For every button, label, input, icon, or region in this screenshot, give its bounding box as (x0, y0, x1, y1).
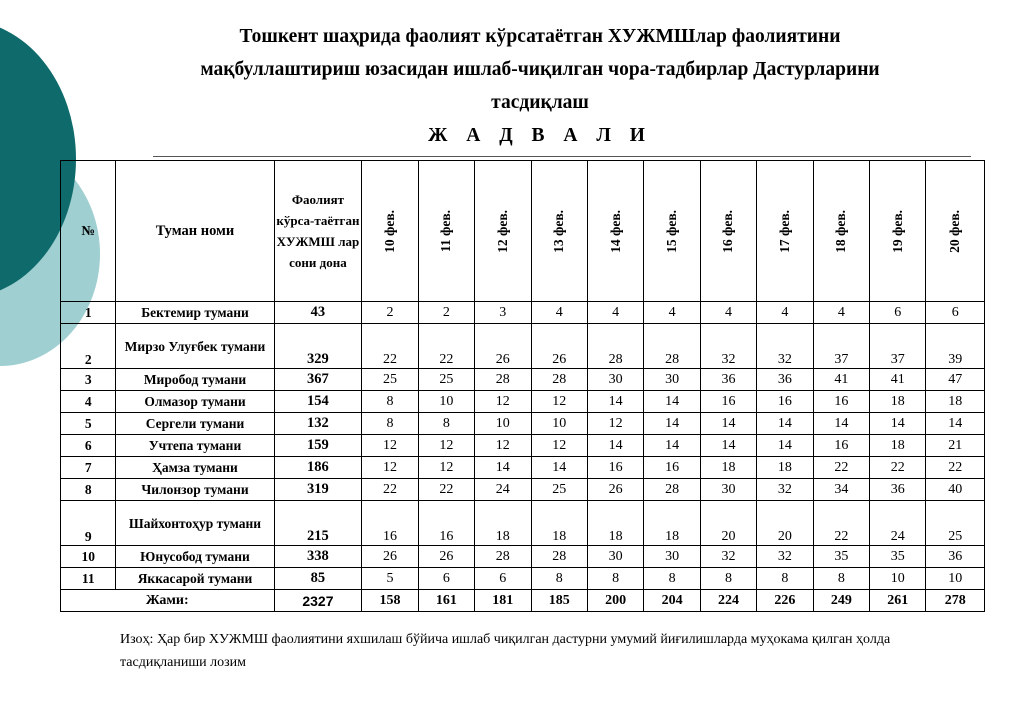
daily-value: 16 (362, 501, 418, 546)
daily-value: 6 (870, 302, 926, 324)
header-date (587, 161, 643, 302)
daily-value: 8 (418, 413, 474, 435)
daily-value: 20 (757, 501, 813, 546)
enterprise-count: 132 (274, 413, 362, 435)
daily-value: 32 (700, 546, 756, 568)
daily-value: 37 (813, 324, 869, 369)
daily-value: 35 (870, 546, 926, 568)
daily-value: 26 (531, 324, 587, 369)
daily-value: 39 (926, 324, 985, 369)
daily-value: 36 (700, 369, 756, 391)
table-row (61, 435, 985, 457)
table-row (61, 501, 985, 546)
data-table (60, 160, 985, 612)
daily-value: 14 (757, 435, 813, 457)
row-number: 7 (61, 457, 116, 479)
daily-value: 28 (531, 369, 587, 391)
district-name: Ҳамза тумани (116, 457, 274, 479)
header-date (418, 161, 474, 302)
daily-value: 28 (475, 546, 531, 568)
daily-value: 14 (926, 413, 985, 435)
total-value: 181 (475, 590, 531, 612)
daily-value: 16 (813, 391, 869, 413)
daily-value: 47 (926, 369, 985, 391)
table-row (61, 457, 985, 479)
title-line-1: Тошкент шаҳрида фаолият кўрсатаётган ХУЖМШлар фаолиятини (239, 26, 841, 47)
row-number: 4 (61, 391, 116, 413)
daily-value: 14 (475, 457, 531, 479)
daily-value: 8 (644, 568, 700, 590)
total-value: 249 (813, 590, 869, 612)
row-number: 10 (61, 546, 116, 568)
daily-value: 18 (926, 391, 985, 413)
daily-value: 16 (644, 457, 700, 479)
daily-value: 8 (700, 568, 756, 590)
daily-value: 32 (757, 324, 813, 369)
daily-value: 36 (757, 369, 813, 391)
header-date (362, 161, 418, 302)
daily-value: 14 (644, 435, 700, 457)
daily-value: 22 (418, 324, 474, 369)
daily-value: 24 (870, 501, 926, 546)
daily-value: 18 (757, 457, 813, 479)
enterprise-count: 186 (274, 457, 362, 479)
daily-value: 36 (926, 546, 985, 568)
daily-value: 14 (587, 435, 643, 457)
enterprise-count: 338 (274, 546, 362, 568)
row-number: 5 (61, 413, 116, 435)
header-date (644, 161, 700, 302)
daily-value: 12 (531, 391, 587, 413)
header-date (700, 161, 756, 302)
daily-value: 18 (700, 457, 756, 479)
daily-value: 4 (644, 302, 700, 324)
daily-value: 14 (757, 413, 813, 435)
daily-value: 25 (926, 501, 985, 546)
daily-value: 16 (418, 501, 474, 546)
daily-value: 14 (587, 391, 643, 413)
daily-value: 41 (813, 369, 869, 391)
row-number: 2 (61, 324, 116, 369)
district-name: Сергели тумани (116, 413, 274, 435)
daily-value: 25 (362, 369, 418, 391)
table-row (61, 546, 985, 568)
daily-value: 25 (418, 369, 474, 391)
daily-value: 4 (700, 302, 756, 324)
daily-value: 14 (644, 391, 700, 413)
header-district-name: Туман номи (116, 161, 274, 302)
district-name: Юнусобод тумани (116, 546, 274, 568)
daily-value: 8 (362, 391, 418, 413)
daily-value: 18 (870, 391, 926, 413)
daily-value: 12 (475, 391, 531, 413)
daily-value: 16 (813, 435, 869, 457)
table-row (61, 324, 985, 369)
total-value: 261 (870, 590, 926, 612)
daily-value: 22 (926, 457, 985, 479)
total-value: 278 (926, 590, 985, 612)
table-row (61, 302, 985, 324)
daily-value: 22 (813, 457, 869, 479)
header-date (475, 161, 531, 302)
daily-value: 36 (870, 479, 926, 501)
district-name: Шайхонтоҳур тумани (116, 501, 274, 546)
daily-value: 28 (475, 369, 531, 391)
daily-value: 41 (870, 369, 926, 391)
table-row (61, 369, 985, 391)
header-date-label: 10 фев. (381, 209, 397, 253)
daily-value: 24 (475, 479, 531, 501)
document-title (90, 20, 990, 152)
daily-value: 12 (418, 435, 474, 457)
enterprise-count: 43 (274, 302, 362, 324)
header-date (813, 161, 869, 302)
daily-value: 28 (587, 324, 643, 369)
daily-value: 34 (813, 479, 869, 501)
daily-value: 14 (870, 413, 926, 435)
daily-value: 26 (475, 324, 531, 369)
table-row (61, 391, 985, 413)
daily-value: 12 (587, 413, 643, 435)
header-num: № (61, 161, 116, 302)
daily-value: 30 (587, 369, 643, 391)
enterprise-count: 329 (274, 324, 362, 369)
district-name: Олмазор тумани (116, 391, 274, 413)
title-line-2: мақбуллаштириш юзасидан ишлаб-чиқилган чора-тадбирлар Дастурларини (200, 59, 880, 80)
enterprise-count: 215 (274, 501, 362, 546)
daily-value: 10 (475, 413, 531, 435)
daily-value: 22 (813, 501, 869, 546)
footnote: Изоҳ: Ҳар бир ХУЖМШ фаолиятини яхшилаш бўйича ишлаб чиқилган дастурни умумий йиғилишларда муҳокама қилган ҳолда тасдиқланиши лозим (120, 632, 891, 670)
daily-value: 10 (418, 391, 474, 413)
header-date-label: 12 фев. (494, 209, 510, 253)
enterprise-count: 319 (274, 479, 362, 501)
daily-value: 6 (475, 568, 531, 590)
daily-value: 12 (362, 457, 418, 479)
daily-value: 12 (531, 435, 587, 457)
header-date (531, 161, 587, 302)
header-date (870, 161, 926, 302)
total-count: 2327 (274, 590, 362, 612)
daily-value: 37 (870, 324, 926, 369)
daily-value: 22 (362, 479, 418, 501)
daily-value: 35 (813, 546, 869, 568)
daily-value: 14 (531, 457, 587, 479)
daily-value: 4 (757, 302, 813, 324)
row-number: 1 (61, 302, 116, 324)
header-date-label: 17 фев. (776, 209, 792, 253)
header-date (926, 161, 985, 302)
district-name: Чилонзор тумани (116, 479, 274, 501)
daily-value: 25 (531, 479, 587, 501)
daily-value: 10 (870, 568, 926, 590)
daily-value: 18 (587, 501, 643, 546)
daily-value: 32 (757, 479, 813, 501)
total-value: 226 (757, 590, 813, 612)
daily-value: 10 (531, 413, 587, 435)
daily-value: 18 (475, 501, 531, 546)
daily-value: 22 (870, 457, 926, 479)
table-row (61, 413, 985, 435)
daily-value: 21 (926, 435, 985, 457)
row-number: 9 (61, 501, 116, 546)
total-value: 224 (700, 590, 756, 612)
daily-value: 32 (757, 546, 813, 568)
total-value: 200 (587, 590, 643, 612)
daily-value: 26 (362, 546, 418, 568)
document-subtitle: Ж А Д В А Л И (428, 125, 652, 146)
daily-value: 8 (813, 568, 869, 590)
enterprise-count: 367 (274, 369, 362, 391)
daily-value: 30 (700, 479, 756, 501)
daily-value: 16 (587, 457, 643, 479)
row-number: 6 (61, 435, 116, 457)
header-date-label: 18 фев. (833, 209, 849, 253)
daily-value: 26 (418, 546, 474, 568)
daily-value: 8 (587, 568, 643, 590)
daily-value: 16 (700, 391, 756, 413)
daily-value: 2 (362, 302, 418, 324)
daily-value: 5 (362, 568, 418, 590)
row-number: 3 (61, 369, 116, 391)
district-name: Мирзо Улуғбек тумани (116, 324, 274, 369)
daily-value: 4 (587, 302, 643, 324)
daily-value: 18 (644, 501, 700, 546)
daily-value: 8 (757, 568, 813, 590)
daily-value: 6 (926, 302, 985, 324)
daily-value: 28 (644, 479, 700, 501)
table-row (61, 568, 985, 590)
district-name: Бектемир тумани (116, 302, 274, 324)
header-date-label: 20 фев. (947, 209, 963, 253)
daily-value: 2 (418, 302, 474, 324)
daily-value: 12 (362, 435, 418, 457)
enterprise-count: 154 (274, 391, 362, 413)
daily-value: 4 (531, 302, 587, 324)
title-divider (153, 156, 971, 157)
header-count: Фаолият кўрса-таётган ХУЖМШ лар сони дона (274, 161, 362, 302)
daily-value: 32 (700, 324, 756, 369)
daily-value: 28 (644, 324, 700, 369)
header-date-label: 15 фев. (664, 209, 680, 253)
header-date-label: 11 фев. (438, 209, 454, 253)
table-header-row (61, 161, 985, 302)
daily-value: 30 (644, 369, 700, 391)
daily-value: 14 (700, 413, 756, 435)
daily-value: 8 (362, 413, 418, 435)
header-date-label: 19 фев. (889, 209, 905, 253)
daily-value: 6 (418, 568, 474, 590)
daily-value: 18 (870, 435, 926, 457)
row-number: 11 (61, 568, 116, 590)
total-value: 204 (644, 590, 700, 612)
header-date-label: 16 фев. (720, 209, 736, 253)
daily-value: 14 (700, 435, 756, 457)
row-number: 8 (61, 479, 116, 501)
daily-value: 30 (644, 546, 700, 568)
daily-value: 8 (531, 568, 587, 590)
enterprise-count: 85 (274, 568, 362, 590)
enterprise-count: 159 (274, 435, 362, 457)
daily-value: 4 (813, 302, 869, 324)
total-value: 158 (362, 590, 418, 612)
daily-value: 22 (418, 479, 474, 501)
district-name: Миробод тумани (116, 369, 274, 391)
title-line-3: тасдиқлаш (491, 92, 589, 113)
district-name: Яккасарой тумани (116, 568, 274, 590)
daily-value: 12 (475, 435, 531, 457)
daily-value: 14 (644, 413, 700, 435)
daily-value: 10 (926, 568, 985, 590)
table-row (61, 479, 985, 501)
daily-value: 30 (587, 546, 643, 568)
daily-value: 28 (531, 546, 587, 568)
header-date-label: 13 фев. (551, 209, 567, 253)
header-date (757, 161, 813, 302)
daily-value: 12 (418, 457, 474, 479)
district-name: Учтепа тумани (116, 435, 274, 457)
daily-value: 3 (475, 302, 531, 324)
daily-value: 18 (531, 501, 587, 546)
total-value: 161 (418, 590, 474, 612)
total-label: Жами: (61, 590, 275, 612)
daily-value: 40 (926, 479, 985, 501)
header-date-label: 14 фев. (607, 209, 623, 253)
daily-value: 26 (587, 479, 643, 501)
daily-value: 14 (813, 413, 869, 435)
daily-value: 20 (700, 501, 756, 546)
total-row (61, 590, 985, 612)
total-value: 185 (531, 590, 587, 612)
daily-value: 16 (757, 391, 813, 413)
daily-value: 22 (362, 324, 418, 369)
